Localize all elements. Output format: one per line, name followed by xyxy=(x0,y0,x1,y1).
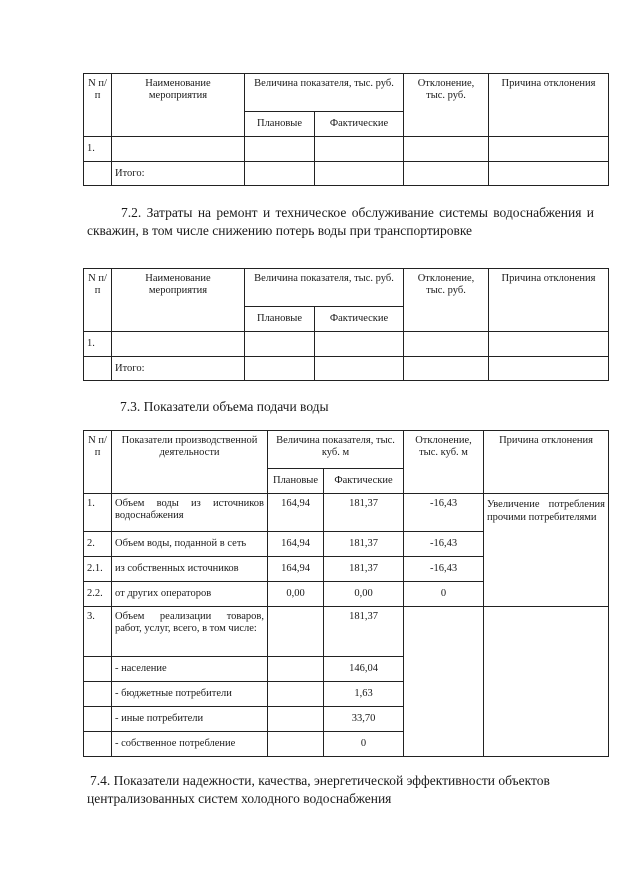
row-actual: 33,70 xyxy=(324,707,404,732)
row-deviation: 0 xyxy=(404,582,484,607)
row-planned: 164,94 xyxy=(268,494,324,532)
section-7-3-heading: 7.3. Показатели объема подачи воды xyxy=(120,399,329,414)
row-actual: 0,00 xyxy=(324,582,404,607)
header-reason: Причина отклонения xyxy=(484,431,609,494)
row-name: Объем воды, поданной в сеть xyxy=(112,532,268,557)
row-planned: 164,94 xyxy=(268,557,324,582)
row-deviation: -16,43 xyxy=(404,494,484,532)
row-name: - иные потребители xyxy=(112,707,268,732)
row-planned xyxy=(268,732,324,757)
row-name: - бюджетные потребители xyxy=(112,682,268,707)
row-planned xyxy=(268,682,324,707)
row-num: 1. xyxy=(84,332,112,357)
header-actual: Фактические xyxy=(315,112,404,137)
row-deviation: -16,43 xyxy=(404,557,484,582)
header-planned: Плановые xyxy=(245,307,315,332)
row-num: 1. xyxy=(84,494,112,532)
reason-text: Увеличение потребления прочими потребителями xyxy=(484,494,609,607)
row-actual: 181,37 xyxy=(324,557,404,582)
row-planned xyxy=(268,707,324,732)
header-planned: Плановые xyxy=(268,469,324,494)
row-name: Объем реализации товаров, работ, услуг, всего, в том числе: xyxy=(112,607,268,657)
header-deviation: Отклонение, тыс. руб. xyxy=(404,74,489,137)
row-num: 2.2. xyxy=(84,582,112,607)
row-deviation: -16,43 xyxy=(404,532,484,557)
row-num: 2.1. xyxy=(84,557,112,582)
row-actual: 1,63 xyxy=(324,682,404,707)
row-total: Итого: xyxy=(112,162,245,186)
row-num: 3. xyxy=(84,607,112,657)
section-7-2-heading: 7.2. Затраты на ремонт и техническое обслуживание системы водоснабжения и скважин, в том числе снижению потерь воды при транспортировке xyxy=(87,205,594,238)
header-value: Величина показателя, тыс. куб. м xyxy=(268,431,404,469)
row-actual: 181,37 xyxy=(324,494,404,532)
header-reason: Причина отклонения xyxy=(489,269,609,332)
row-name: от других операторов xyxy=(112,582,268,607)
header-name: Наименование мероприятия xyxy=(112,269,245,332)
header-deviation: Отклонение, тыс. руб. xyxy=(404,269,489,332)
row-planned xyxy=(268,607,324,657)
header-actual: Фактические xyxy=(324,469,404,494)
row-actual: 181,37 xyxy=(324,607,404,657)
header-value: Величина показателя, тыс. руб. xyxy=(245,74,404,112)
header-value: Величина показателя, тыс. руб. xyxy=(245,269,404,307)
header-num: N п/п xyxy=(84,74,112,137)
header-deviation: Отклонение, тыс. куб. м xyxy=(404,431,484,494)
header-name: Показатели производственной деятельности xyxy=(112,431,268,494)
header-name: Наименование мероприятия xyxy=(112,74,245,137)
row-name: - население xyxy=(112,657,268,682)
row-total: Итого: xyxy=(112,357,245,381)
header-num: N п/п xyxy=(84,431,112,494)
table-water-supply xyxy=(83,430,609,757)
header-planned: Плановые xyxy=(245,112,315,137)
row-deviation xyxy=(404,607,484,757)
table-expenses-1 xyxy=(83,73,609,186)
header-reason: Причина отклонения xyxy=(489,74,609,137)
header-num: N п/п xyxy=(84,269,112,332)
row-name: Объем воды из источников водоснабжения xyxy=(112,494,268,532)
header-actual: Фактические xyxy=(315,307,404,332)
row-actual: 0 xyxy=(324,732,404,757)
row-name: из собственных источников xyxy=(112,557,268,582)
table-expenses-2 xyxy=(83,268,609,381)
section-7-4-heading: 7.4. Показатели надежности, качества, энергетической эффективности объектов централизованных систем холодного водоснабжения xyxy=(87,773,550,806)
row-name: - собственное потребление xyxy=(112,732,268,757)
row-actual: 181,37 xyxy=(324,532,404,557)
row-planned: 164,94 xyxy=(268,532,324,557)
row-actual: 146,04 xyxy=(324,657,404,682)
row-planned: 0,00 xyxy=(268,582,324,607)
row-num: 2. xyxy=(84,532,112,557)
row-planned xyxy=(268,657,324,682)
row-num: 1. xyxy=(84,137,112,162)
